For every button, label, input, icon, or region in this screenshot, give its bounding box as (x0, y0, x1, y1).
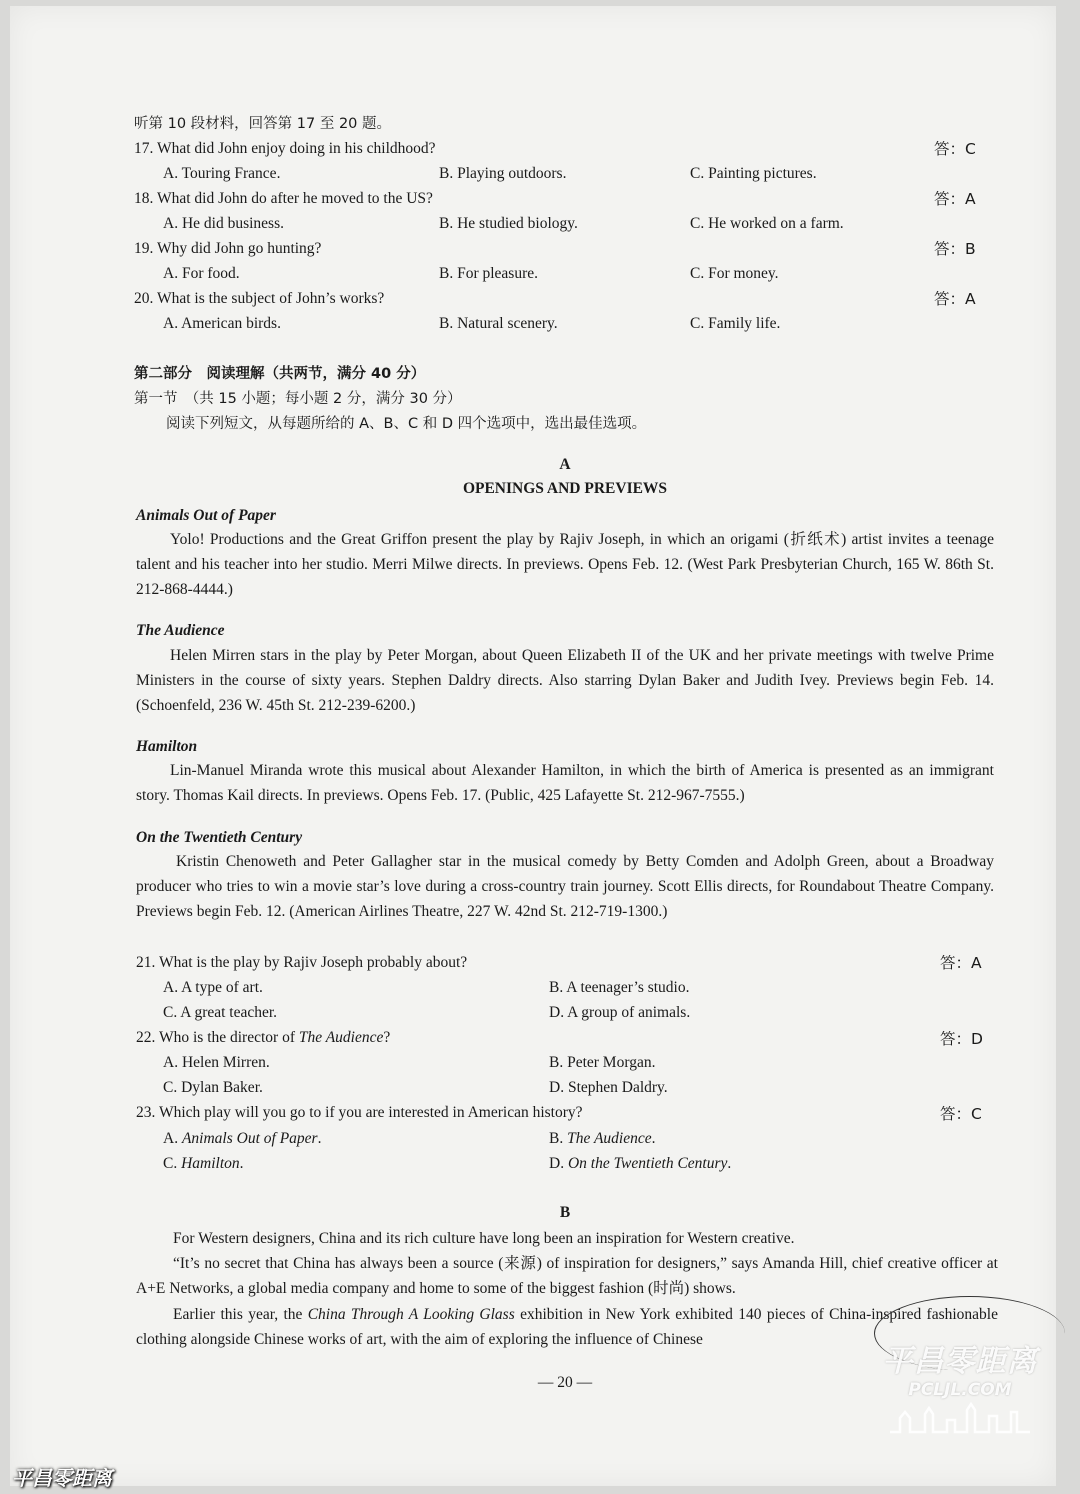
answer-22: 答：D (940, 1030, 983, 1048)
option-23d: D. On the Twentieth Century. (549, 1155, 732, 1172)
answer-23: 答：C (940, 1105, 982, 1123)
question-21: 21. What is the play by Rajiv Joseph probably about? (136, 954, 468, 971)
passage-b-p3: Earlier this year, the China Through A Looking Glass exhibition in New York exhibited 140 pieces of China-inspired fashionable clothing alongside Chinese works of art, with the aim of exploring the influence of Chinese (136, 1306, 998, 1348)
option-22b: B. Peter Morgan. (549, 1054, 656, 1071)
option-21a: A. A type of art. (163, 979, 263, 996)
passage-a-letter: A (559, 456, 571, 473)
question-17: 17. What did John enjoy doing in his childhood? (134, 140, 436, 157)
skyline-icon (885, 1400, 1035, 1436)
option-23b: B. The Audience. (549, 1130, 656, 1147)
option-19b: B. For pleasure. (439, 265, 539, 282)
watermark-corner: 平昌零距离 (12, 1466, 112, 1490)
question-19: 19. Why did John go hunting? (134, 240, 322, 257)
answer-20: 答：A (934, 290, 976, 308)
question-20: 20. What is the subject of John’s works? (134, 290, 385, 307)
option-19c: C. For money. (690, 265, 779, 282)
answer-18: 答：A (934, 190, 976, 208)
option-21c: C. A great teacher. (163, 1004, 278, 1021)
passage-b-p1: For Western designers, China and its rich culture have long been an inspiration for Western creative. (173, 1230, 795, 1247)
answer-17: 答：C (934, 140, 976, 158)
option-22a: A. Helen Mirren. (163, 1054, 270, 1071)
watermark-logo: 平昌零距离 PCLJL.COM (876, 1336, 1044, 1454)
question-18: 18. What did John do after he moved to the US? (134, 190, 433, 207)
item-heading-twentieth: On the Twentieth Century (136, 829, 303, 846)
item-heading-audience: The Audience (136, 622, 225, 639)
answer-21: 答：A (940, 954, 982, 972)
answer-19: 答：B (934, 240, 976, 258)
option-23a: A. Animals Out of Paper. (163, 1130, 322, 1147)
part-title: 第二部分 阅读理解（共两节，满分 40 分） (134, 366, 426, 382)
option-18c: C. He worked on a farm. (690, 215, 844, 232)
question-22: 22. Who is the director of The Audience? (136, 1029, 391, 1046)
option-22d: D. Stephen Daldry. (549, 1079, 668, 1096)
page-number: — 20 — (537, 1374, 593, 1391)
section-title: 第一节 （共 15 小题；每小题 2 分，满分 30 分） (134, 391, 462, 407)
reading-instruction: 阅读下列短文，从每题所给的 A、B、C 和 D 四个选项中，选出最佳选项。 (166, 416, 647, 432)
option-19a: A. For food. (163, 265, 240, 282)
item-heading-hamilton: Hamilton (136, 738, 198, 755)
option-17a: A. Touring France. (163, 165, 281, 182)
option-17c: C. Painting pictures. (690, 165, 817, 182)
question-23: 23. Which play will you go to if you are interested in American history? (136, 1104, 583, 1121)
item-text-audience: Helen Mirren stars in the play by Peter Morgan, about Queen Elizabeth II of the UK and her private meetings with twelve Prime Ministers in the course of sixty years. Stephen Daldry directs. Also starring Dylan Baker and Judith Ivey. Previews begin Feb. 14. (Schoenfeld, 236 W. 45th St. 212-239-6200.) (136, 647, 994, 714)
passage-a-title: OPENINGS AND PREVIEWS (462, 480, 668, 497)
passage-b-letter: B (559, 1204, 571, 1221)
option-20b: B. Natural scenery. (439, 315, 558, 332)
option-20a: A. American birds. (163, 315, 281, 332)
option-21d: D. A group of animals. (549, 1004, 691, 1021)
option-23c: C. Hamilton. (163, 1155, 244, 1172)
option-18a: A. He did business. (163, 215, 284, 232)
passage-b-p2: “It’s no secret that China has always been a source (来源) of inspiration for designers,” says Amanda Hill, chief creative officer at A+E Networks, a global media company and home to some of the biggest fashion (时尚) shows. (136, 1255, 998, 1297)
option-20c: C. Family life. (690, 315, 781, 332)
item-heading-animals: Animals Out of Paper (136, 507, 276, 524)
item-text-hamilton: Lin-Manuel Miranda wrote this musical about Alexander Hamilton, in which the birth of America is presented as an immigrant story. Thomas Kail directs. In previews. Opens Feb. 17. (Public, 425 Lafayette St. 212-967-7555.) (136, 762, 994, 804)
option-22c: C. Dylan Baker. (163, 1079, 263, 1096)
item-text-twentieth: Kristin Chenoweth and Peter Gallagher star in the musical comedy by Betty Comden and Adolph Green, about a Broadway producer who tries to win a movie star’s love during a cross-country train journey. Scott Ellis directs, for Roundabout Theatre Company. Previews begin Feb. 12. (American Airlines Theatre, 227 W. 42nd St. 212-719-1300.) (136, 853, 994, 920)
option-21b: B. A teenager’s studio. (549, 979, 690, 996)
item-text-animals: Yolo! Productions and the Great Griffon present the play by Rajiv Joseph, in which an origami (折纸术) artist invites a teenage talent and his teacher into her studio. Merri Milwe directs. In previews. Opens Feb. 12. (West Park Presbyterian Church, 165 W. 86th St. 212-868-4444.) (136, 531, 994, 598)
option-18b: B. He studied biology. (439, 215, 578, 232)
option-17b: B. Playing outdoors. (439, 165, 567, 182)
listening-intro: 听第 10 段材料，回答第 17 至 20 题。 (134, 116, 392, 132)
